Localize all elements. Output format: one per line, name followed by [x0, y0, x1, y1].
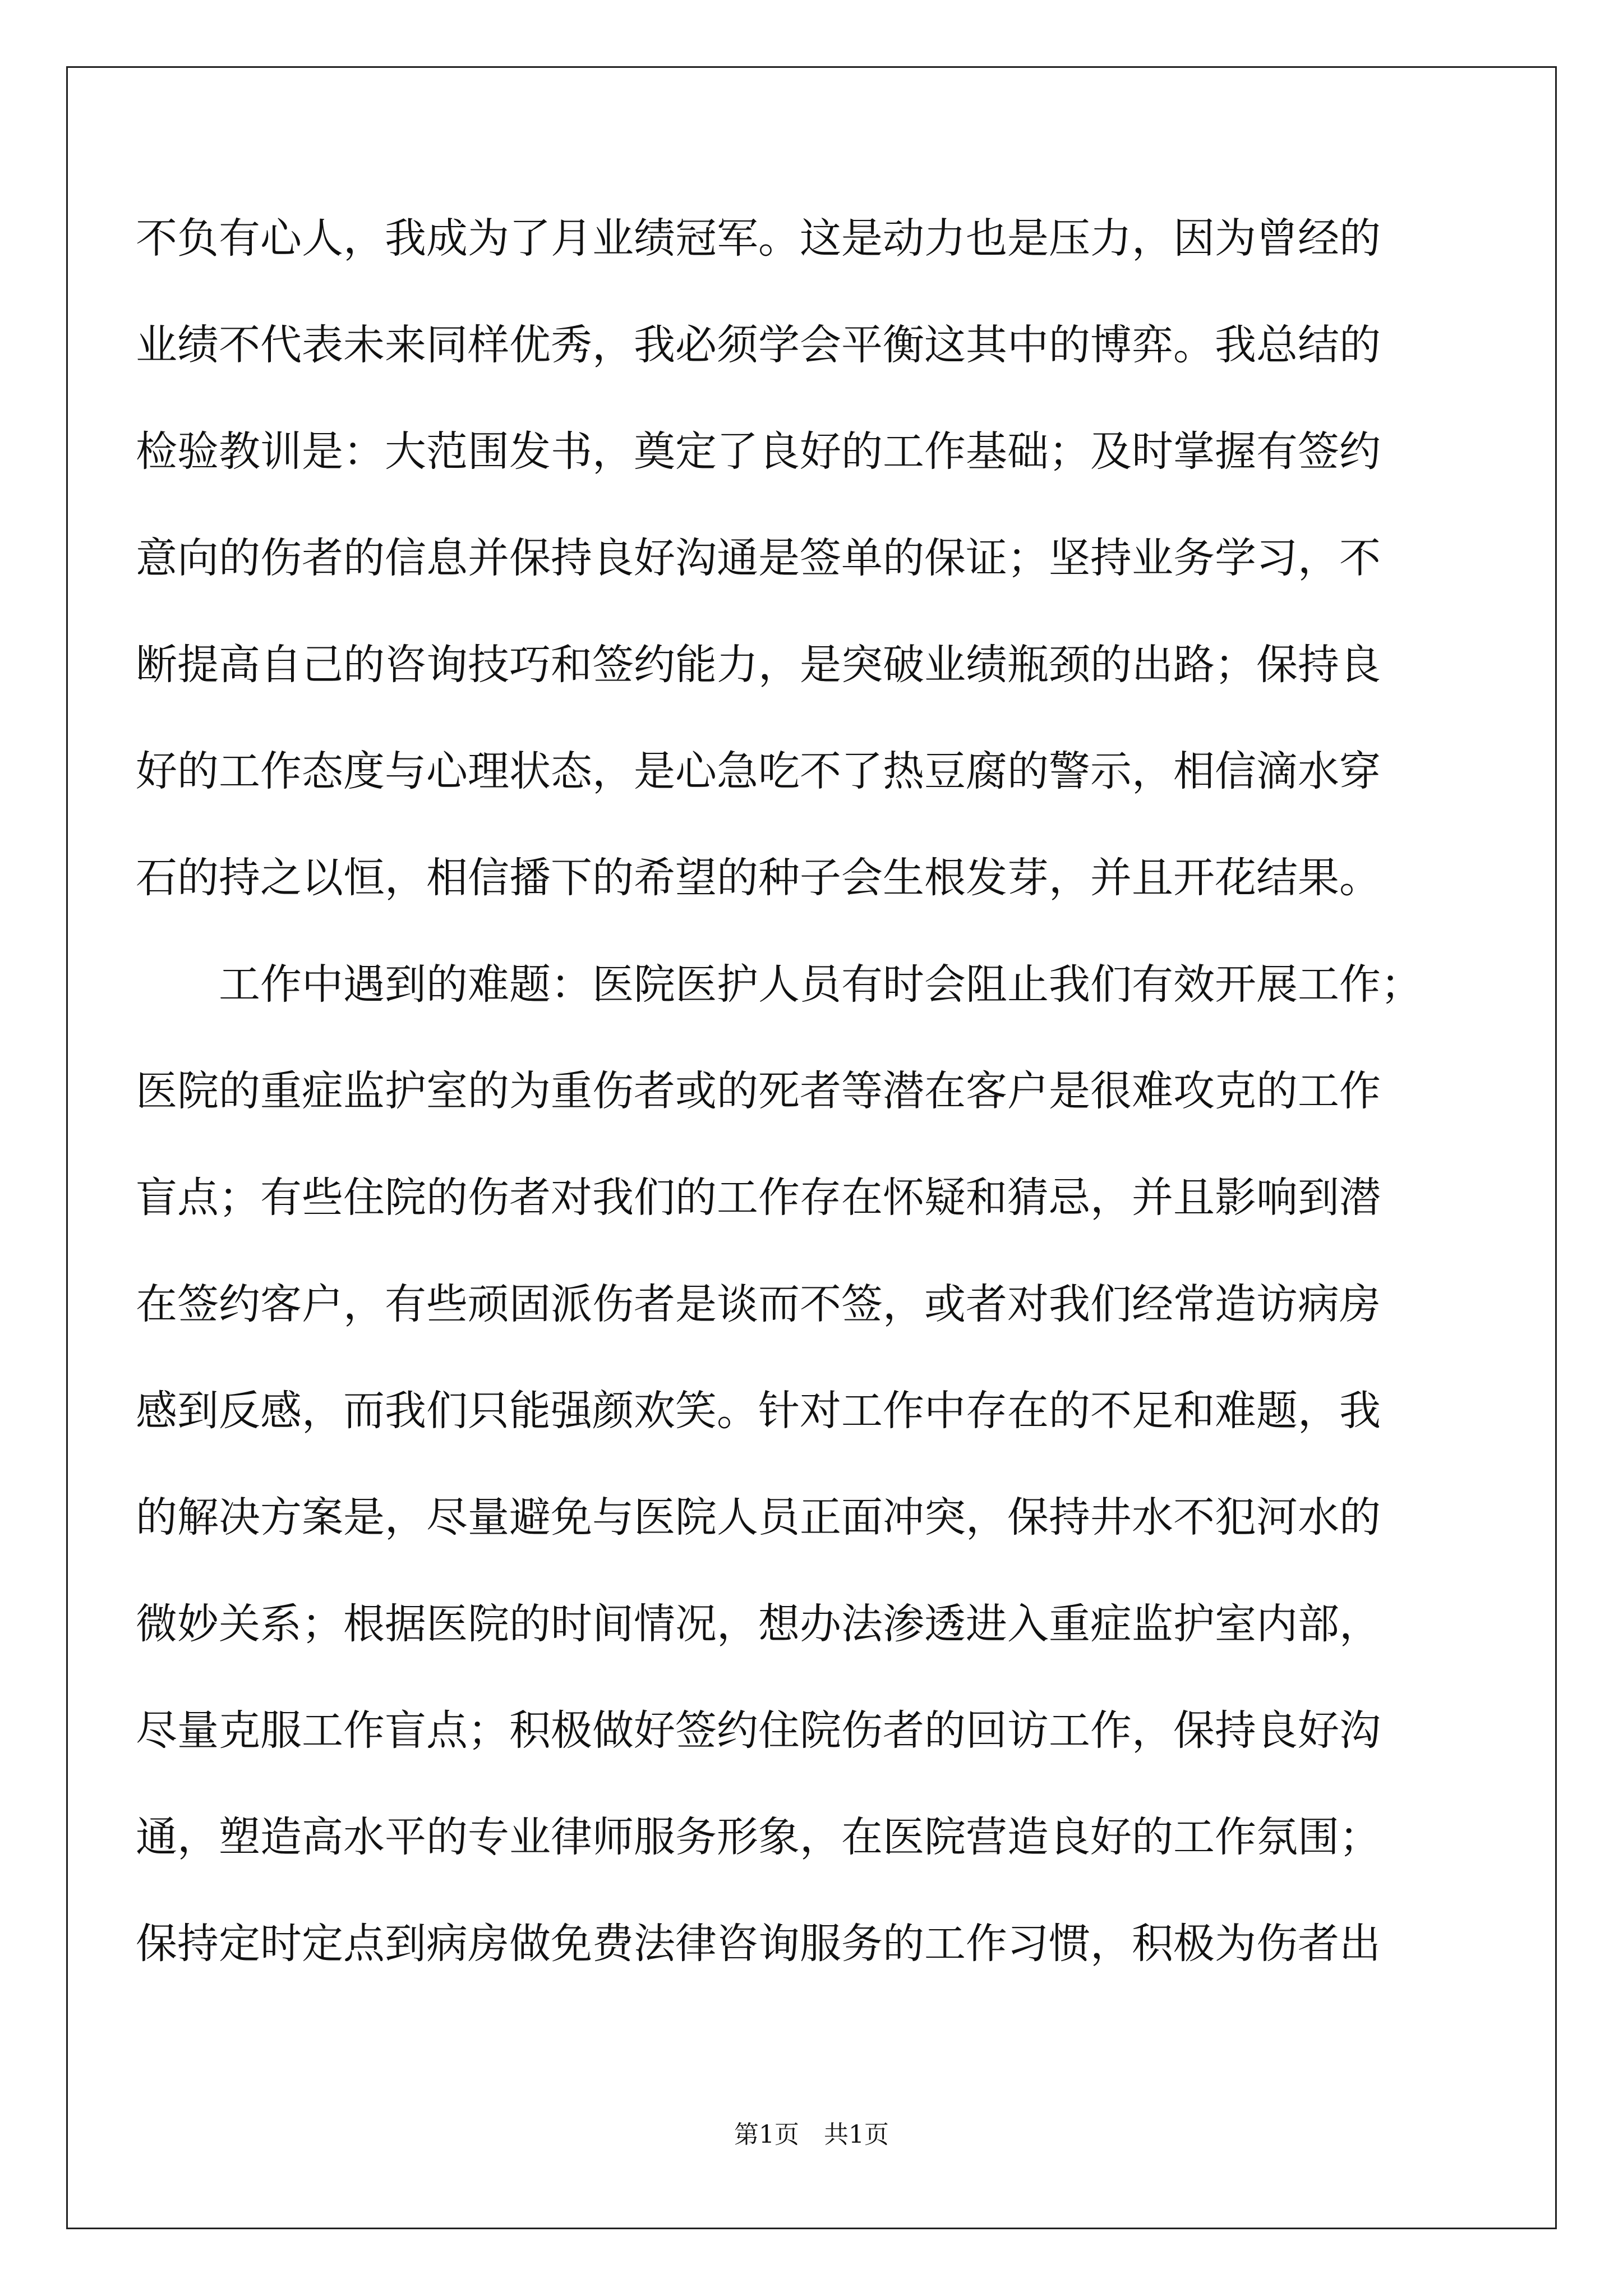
text-line: 通，塑造高水平的专业律师服务形象，在医院营造良好的工作氛围；: [136, 1813, 1381, 1861]
text-line: 保持定时定点到病房做免费法律咨询服务的工作习惯，积极为伤者出: [136, 1920, 1381, 1968]
text-line: 感到反感，而我们只能强颜欢笑。针对工作中存在的不足和难题，我: [136, 1387, 1381, 1435]
text-line: 微妙关系；根据医院的时间情况，想办法渗透进入重症监护室内部，: [136, 1600, 1381, 1648]
text-line: 断提高自己的咨询技巧和签约能力，是突破业绩瓶颈的出路；保持良: [136, 641, 1381, 689]
text-line: 工作中遇到的难题：医院医护人员有时会阻止我们有效开展工作；: [136, 960, 1422, 1009]
text-line: 好的工作态度与心理状态，是心急吃不了热豆腐的警示，相信滴水穿: [136, 747, 1381, 795]
text-line: 检验教训是：大范围发书，奠定了良好的工作基础；及时掌握有签约: [136, 427, 1381, 476]
page-number: 第1页 共1页: [734, 2120, 889, 2149]
document-body: [136, 185, 1426, 1997]
text-line: 石的持之以恒，相信播下的希望的种子会生根发芽，并且开花结果。: [136, 854, 1381, 902]
text-line: 医院的重症监护室的为重伤者或的死者等潜在客户是很难攻克的工作: [136, 1067, 1381, 1115]
text-line: 尽量克服工作盲点；积极做好签约住院伤者的回访工作，保持良好沟: [136, 1706, 1381, 1755]
paragraph-2: [136, 931, 1426, 1997]
paragraph-1: [136, 185, 1426, 931]
text-line: 的解决方案是，尽量避免与医院人员正面冲突，保持井水不犯河水的: [136, 1493, 1381, 1542]
text-line: 在签约客户，有些顽固派伤者是谈而不签，或者对我们经常造访病房: [136, 1280, 1381, 1328]
text-line: 不负有心人，我成为了月业绩冠军。这是动力也是压力，因为曾经的: [136, 214, 1381, 263]
text-line: 业绩不代表未来同样优秀，我必须学会平衡这其中的博弈。我总结的: [136, 321, 1381, 369]
text-line: 意向的伤者的信息并保持良好沟通是签单的保证；坚持业务学习，不: [136, 534, 1381, 582]
text-line: 盲点；有些住院的伤者对我们的工作存在怀疑和猜忌，并且影响到潜: [136, 1174, 1381, 1222]
